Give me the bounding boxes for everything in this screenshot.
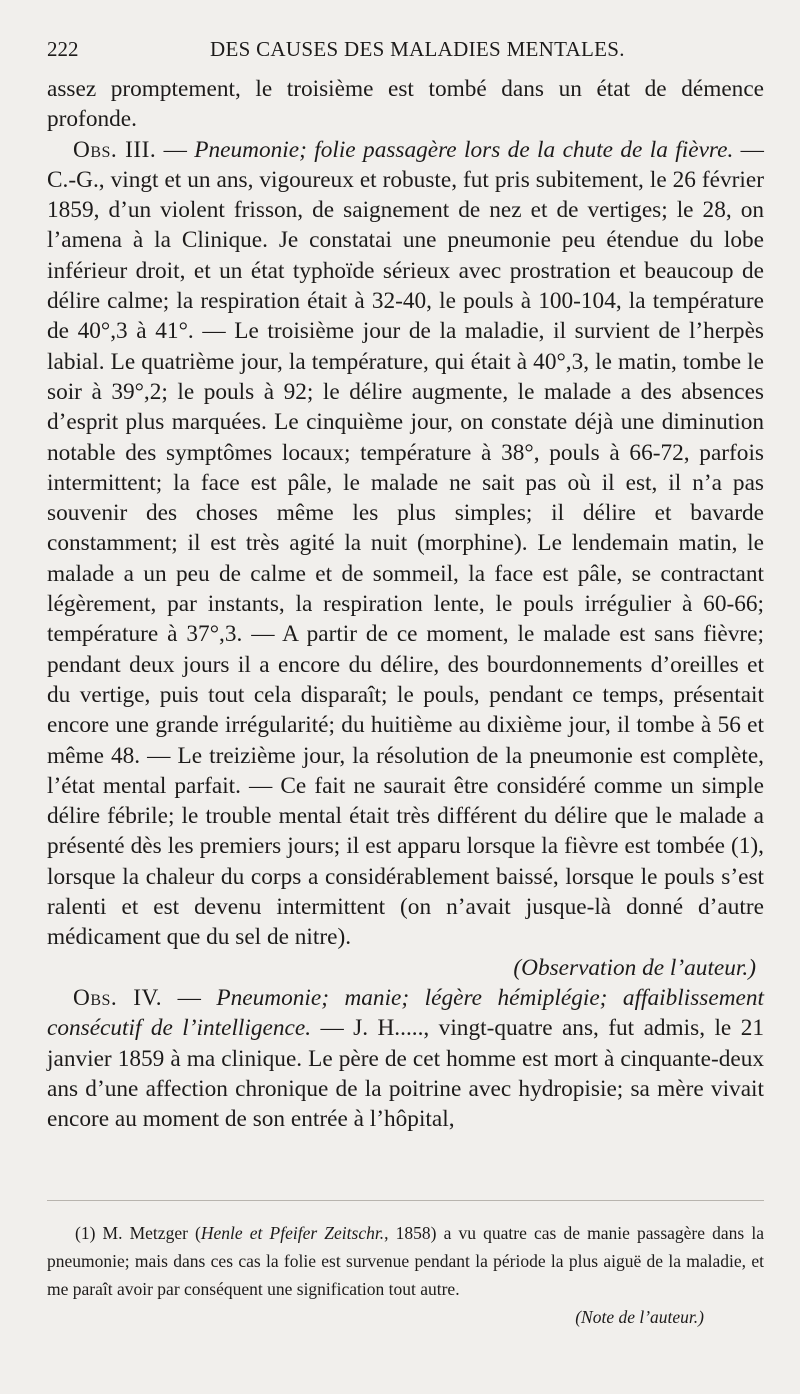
footnote-text-b: , 1858) a vu quatre cas de manie passagère dans la pneumonie; mais dans ces cas la folie est survenue pendant la période la plus aiguë de la maladie, et me paraît avoir par conséquent une signification tout autre. (47, 1223, 764, 1299)
observation-3-body: — C.-G., vingt et un ans, vigoureux et robuste, fut pris subitement, le 26 février 1859, d’un violent frisson, de saignement de nez et de vertiges; le 28, on l’amena à la Clinique. Je constatai une pneumonie peu étendue du lobe inférieur droit, et un état typhoïde sérieux avec prostration et beaucoup de délire calme; la respiration était à 32-40, le pouls à 100-104, la température de 40°,3 à 41°. — Le troisième jour de la maladie, il survient de l’herpès labial. Le quatrième jour, la température, qui était à 40°,3, le matin, tombe le soir à 39°,2; le pouls à 92; le délire augmente, le malade a des absences d’esprit plus marquées. Le cinquième jour, on constate déjà une diminution notable des symptômes locaux; température à 38°, pouls à 66-72, parfois intermittent; la face est pâle, le malade ne sait pas où il est, il n’a pas souvenir des choses même les plus simples; il délire et bavarde constamment; il est très agité la nuit (morphine). Le lendemain matin, le malade a un peu de calme et de sommeil, la face est pâle, se contractant légèrement, par instants, la respiration lente, le pouls irrégulier à 60-66; température à 37°,3. — A partir de ce moment, le malade est sans fièvre; pendant deux jours il a encore du délire, des bourdonnements d’oreilles et du vertige, puis tout cela disparaît; le pouls, pendant ce temps, présentait encore une grande irrégularité; du huitième au dixième jour, il tombe à 56 et même 48. — Le treizième jour, la résolution de la pneumonie est complète, l’état mental parfait. — Ce fait ne saurait être considéré comme un simple délire fébrile; le trouble mental était très différent du délire que le malade a présenté dès les premiers jours; il est apparu lorsque la fièvre est tombée (1), lorsque la chaleur du corps a considérablement baissé, lorsque le pouls s’est ralenti et est devenu intermittent (on n’avait jusque-là donné d’autre médicament que du sel de nitre). (47, 136, 764, 951)
observation-3-title: Pneumonie; folie passagère lors de la chute de la fièvre. (194, 136, 734, 163)
footnote (47, 1219, 764, 1331)
footnote-text (47, 1219, 764, 1303)
footnote-source: Henle et Pfeifer Zeitschr. (200, 1223, 385, 1243)
footnote-divider (47, 1200, 764, 1201)
paragraph-continuation: assez promptement, le troisième est tombé dans un état de démence profonde. (47, 76, 764, 133)
observation-3-dash: — (156, 136, 195, 163)
observation-4-dash: — (162, 984, 217, 1011)
observation-3-attribution: (Observation de l’auteur.) (513, 954, 756, 981)
footnote-attribution: (Note de l’auteur.) (575, 1307, 704, 1327)
observation-4-label: Obs. IV. (73, 984, 163, 1011)
running-header (47, 34, 760, 64)
running-title: DES CAUSES DES MALADIES MENTALES. (210, 37, 625, 61)
observation-4 (47, 983, 764, 1134)
footnote-text-a: (1) M. Metzger ( (75, 1223, 201, 1243)
observation-3 (47, 135, 764, 953)
observation-3-label: Obs. III. (73, 136, 157, 163)
observation-4-body: — J. H....., vingt-quatre ans, fut admis, le 21 janvier 1859 à ma clinique. Le père de cet homme est mort à cinquante-deux ans d’une affection chronique de la poitrine avec hydropisie; sa mère vivait encore au moment de son entrée à l’hôpital, (47, 1015, 764, 1133)
body-text (47, 74, 764, 1134)
observation-4-title: Pneumonie; manie; légère hémiplégie; affaiblissement consécutif de l’intelligence. (47, 984, 764, 1042)
page-number: 222 (47, 37, 79, 61)
